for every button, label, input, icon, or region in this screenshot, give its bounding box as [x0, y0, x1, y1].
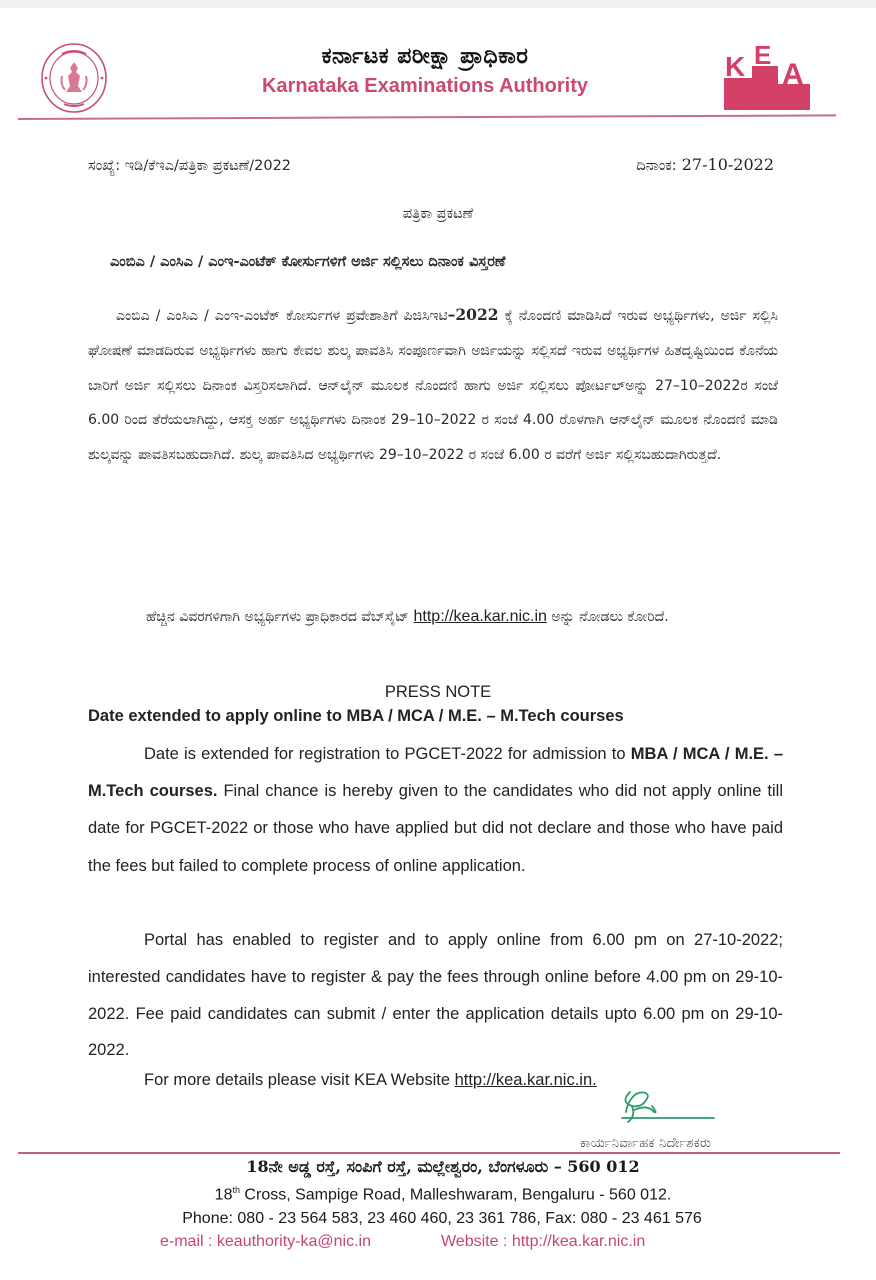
footer-address-english — [0, 1185, 876, 1204]
footer-email[interactable]: e-mail : keauthority-ka@nic.in — [160, 1233, 371, 1250]
kannada-p1-year: –2022 — [447, 305, 499, 324]
english-press-note-title: PRESS NOTE — [384, 683, 492, 701]
karnataka-emblem-seal-icon — [40, 42, 108, 114]
header-title-kannada: ಕರ್ನಾಟಕ ಪರೀಕ್ಷಾ ಪ್ರಾಧಿಕಾರ — [321, 44, 529, 69]
kannada-p1-text-c: ಕ್ಕೆ ನೊಂದಣಿ ಮಾಡಿಸಿದೆ ಇರುವ ಅಭ್ಯರ್ಥಿಗಳು, ಅರ್ಜಿ ಸಲ್ಲಿಸಿ ಘೋಷಣೆ ಮಾಡದಿರುವ ಅಭ್ಯರ್ಥಿಗಳು ಹಾಗು ಕೇವಲ ಶುಲ್ಕ ಪಾವತಿಸಿ ಸಂಪೂರ್ಣವಾಗಿ ಅರ್ಜಿಯನ್ನು ಸಲ್ಲಿಸದೆ ಇರುವ ಅಭ್ಯರ್ಥಿಗಳ ಹಿತದೃಷ್ಟಿಯಿಂದ ಕೊನೆಯ ಬಾರಿಗೆ ಅರ್ಜಿ ಸಲ್ಲಿಸಲು ದಿನಾಂಕ ವಿಸ್ತರಿಸಲಾಗಿದೆ. ಆನ್‌ಲೈನ್ ಮೂಲಕ ನೊಂದಣಿ ಹಾಗು ಅರ್ಜಿ ಸಲ್ಲಿಸಲು ಪೋರ್ಟಲ್‌ಅನ್ನು 27–10–2022ರ ಸಂಜೆ 6.00 ರಿಂದ ತೆರೆಯಲಾಗಿದ್ದು, ಆಸಕ್ತ ಅರ್ಹ ಅಭ್ಯರ್ಥಿಗಳು ದಿನಾಂಕ 29–10–2022 ರ ಸಂಜೆ 4.00 ರೊಳಗಾಗಿ ಆನ್‌ಲೈನ್ ಮೂಲಕ ನೊಂದಣಿ ಮಾಡಿ ಶುಲ್ಕವನ್ನು ಪಾವತಿಸಬಹುದಾಗಿದೆ. ಶುಲ್ಕ ಪಾವತಿಸಿದ ಅಭ್ಯರ್ಥಿಗಳು 29–10–2022 ರ ಸಂಜೆ 6.00 ರ ವರೆಗೆ ಅರ್ಜಿ ಸಲ್ಲಿಸಬಹುದಾಗಿರುತ್ತದೆ. — [88, 308, 778, 464]
kannada-p1-text-a: ಎಂಬಿಎ / ಎಂಸಿಎ / ಎಂಇ-ಎಂಟೆಕ್ ಕೋರ್ಸುಗಳ ಪ್ರವೇಶಾತಿಗೆ ಪಿಜಿಸಿಇಟಿ — [116, 308, 448, 324]
header-divider — [18, 114, 836, 120]
kannada-p2-text-a: ಹೆಚ್ಚಿನ ವಿವರಗಳಿಗಾಗಿ ಅಭ್ಯರ್ಥಿಗಳು ಪ್ರಾಧಿಕಾರದ ವೆಬ್‌ಸೈಟ್ — [146, 609, 414, 625]
footer-phone-fax: Phone: 080 - 23 564 583, 23 460 460, 23 361 786, Fax: 080 - 23 461 576 — [182, 1210, 702, 1227]
kea-website-link-kannada[interactable]: http://kea.kar.nic.in — [413, 608, 547, 625]
english-p1-courses: MBA / MCA / M.E. – M.Tech courses. — [88, 745, 783, 801]
english-p3-text: For more details please visit KEA Website — [144, 1071, 455, 1089]
english-paragraph-2: Portal has enabled to register and to apply online from 6.00 pm on 27-10-2022; interested candidates have to register & pay the fees through online before 4.00 pm on 29-10-2022. Fee paid candidates can submit / enter the application details upto 6.00 pm on 29-10-2022. — [88, 931, 783, 1060]
svg-text:E: E — [754, 40, 772, 70]
kea-website-link-english[interactable]: http://kea.kar.nic.in. — [454, 1071, 597, 1089]
kannada-p2-text-b: ಅನ್ನು ನೋಡಲು ಕೋರಿದೆ. — [546, 609, 669, 625]
kannada-paragraph-1 — [88, 298, 778, 473]
address-ordinal: th — [232, 1185, 240, 1195]
english-p1-text-a: Date is extended for registration to PGCET-2022 for admission to — [144, 745, 631, 763]
date-label: ದಿನಾಂಕ: — [636, 158, 677, 174]
footer-divider — [18, 1152, 840, 1154]
date-value: 27-10-2022 — [681, 155, 774, 174]
address-text: Cross, Sampige Road, Malleshwaram, Bengaluru - 560 012. — [239, 1186, 672, 1204]
kannada-press-note-title: ಪತ್ರಿಕಾ ಪ್ರಕಟಣೆ — [402, 206, 474, 222]
top-margin-strip — [0, 0, 876, 8]
footer-website[interactable]: Website : http://kea.kar.nic.in — [440, 1233, 646, 1250]
svg-text:K: K — [725, 51, 746, 82]
signatory-designation: ಕಾರ್ಯನಿರ್ವಾಹಕ ನಿರ್ದೇಶಕರು — [580, 1136, 712, 1151]
english-paragraph-3 — [144, 1071, 597, 1090]
footer-address-kannada: 18ನೇ ಅಡ್ಡ ರಸ್ತೆ, ಸಂಪಿಗೆ ರಸ್ತೆ, ಮಲ್ಲೇಶ್ವರಂ, ಬೆಂಗಳೂರು – 560 012 — [246, 1157, 640, 1176]
header-title-english: Karnataka Examinations Authority — [261, 75, 588, 97]
document-date — [636, 155, 774, 174]
english-paragraph-1 — [88, 736, 783, 885]
kannada-subject: ಎಂಬಿಎ / ಎಂಸಿಎ / ಎಂಇ-ಎಂಟೆಕ್ ಕೋರ್ಸುಗಳಿಗೆ ಅರ್ಜಿ ಸಲ್ಲಿಸಲು ದಿನಾಂಕ ವಿಸ್ತರಣೆ — [110, 254, 506, 270]
english-subject: Date extended to apply online to MBA / MCA / M.E. – M.Tech courses — [88, 707, 624, 725]
reference-number: ಸಂಖ್ಯೆ: ಇಡಿ/ಕೆಇಎ/ಪತ್ರಿಕಾ ಪ್ರಕಟಣೆ/2022 — [88, 158, 292, 174]
kannada-paragraph-2 — [88, 598, 778, 636]
kea-logo-icon — [722, 40, 812, 112]
svg-text:A: A — [782, 58, 804, 91]
address-street-number: 18 — [214, 1186, 233, 1204]
footer-contact — [160, 1233, 645, 1251]
english-p1-text-b: Final chance is hereby given to the candidates who did not apply online till date for PGCET-2022 or those who have applied but did not declare and those who have paid the fees but failed to complete process of online application. — [88, 782, 783, 875]
signature-icon — [618, 1088, 718, 1128]
